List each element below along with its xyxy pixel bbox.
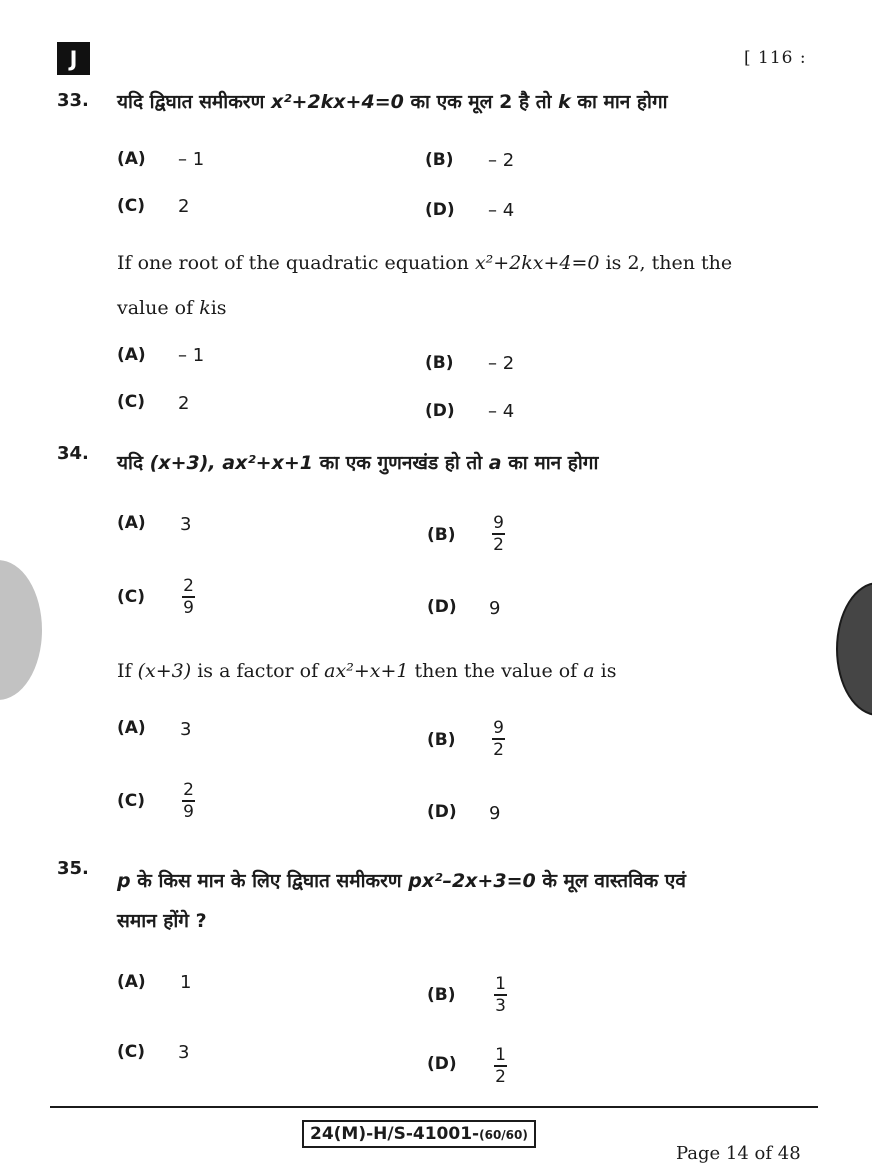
paper-code: 24(M)-H/S-41001- xyxy=(310,1124,480,1144)
fraction-denominator: 9 xyxy=(183,802,194,822)
question-33-hindi xyxy=(117,88,668,114)
q33-en-pre: If one root of the quadratic equation xyxy=(117,252,469,274)
q33-en-option-value: – 1 xyxy=(178,345,205,366)
q35-option-label: (C) xyxy=(117,1042,146,1062)
fraction-denominator: 2 xyxy=(493,740,504,760)
q33-hi-var: k xyxy=(558,91,571,113)
q33-hi-option-label: (B) xyxy=(425,150,454,170)
q34-hi-mid: का एक गुणनखंड हो तो xyxy=(319,452,483,474)
q34-en-option-label: (A) xyxy=(117,718,146,738)
q34-en-option-value: 9 xyxy=(489,803,501,824)
q34-en-end: is xyxy=(600,660,617,682)
q34-hi-option-label: (B) xyxy=(427,525,456,545)
q34-hi-fraction xyxy=(492,514,505,554)
q34-en-post: then the value of xyxy=(414,660,578,682)
q34-hi-option-label: (D) xyxy=(427,597,457,617)
question-35-hindi-line1 xyxy=(117,867,686,893)
q33-en-post: is 2, then the xyxy=(605,252,733,274)
q33-hi-pre: यदि द्विघात समीकरण xyxy=(117,91,265,113)
fraction-denominator: 9 xyxy=(183,598,194,618)
fraction-denominator: 2 xyxy=(495,1067,506,1087)
q34-en-fraction xyxy=(492,719,505,759)
question-34-hindi xyxy=(117,449,598,475)
question-number-33: 33. xyxy=(57,90,89,111)
q34-hi-post: का मान होगा xyxy=(508,452,599,474)
page-mark: [ 116 : xyxy=(744,48,807,68)
question-35-hindi-line2: समान होंगे ? xyxy=(117,910,207,932)
q33-hi-option-value: – 1 xyxy=(178,149,205,170)
q34-en-fraction xyxy=(182,781,195,821)
fraction-numerator: 1 xyxy=(495,974,506,994)
q34-hi-option-value: 3 xyxy=(180,514,192,535)
q35-hi-equation: px²–2x+3=0 xyxy=(408,870,536,892)
q35-option-value: 1 xyxy=(180,972,192,993)
left-edge-shadow xyxy=(0,560,42,700)
q33-en-option-label: (C) xyxy=(117,392,146,412)
q35-option-label: (B) xyxy=(427,985,456,1005)
q34-hi-var: a xyxy=(488,452,502,474)
right-edge-shadow xyxy=(836,582,872,716)
q33-en-option-label: (D) xyxy=(425,401,455,421)
q33-en-var: k xyxy=(199,297,211,319)
q34-en-var: a xyxy=(583,660,595,682)
q33-hi-option-label: (A) xyxy=(117,149,146,169)
q33-hi-mid: का एक मूल 2 है तो xyxy=(410,91,552,113)
q34-en-mid: is a factor of xyxy=(197,660,319,682)
fraction-denominator: 2 xyxy=(493,535,504,555)
q34-hi-option-label: (C) xyxy=(117,587,146,607)
q33-en-option-label: (A) xyxy=(117,345,146,365)
q34-hi-option-label: (A) xyxy=(117,513,146,533)
q35-hi-pre: के किस मान के लिए द्विघात समीकरण xyxy=(137,870,402,892)
fraction-denominator: 3 xyxy=(495,996,506,1016)
paper-code-suffix: (60/60) xyxy=(479,1128,528,1142)
question-number-35: 35. xyxy=(57,858,89,879)
q34-hi-factor: (x+3), xyxy=(149,452,216,474)
set-code-badge: J xyxy=(57,42,90,75)
q34-en-option-label: (B) xyxy=(427,730,456,750)
q35-option-label: (A) xyxy=(117,972,146,992)
q34-hi-poly: ax²+x+1 xyxy=(222,452,313,474)
q33-en-line2-post: is xyxy=(210,297,227,319)
question-33-english-line1 xyxy=(117,252,732,274)
q34-en-option-label: (D) xyxy=(427,802,457,822)
q34-en-pre: If xyxy=(117,660,132,682)
q34-en-factor: (x+3) xyxy=(137,660,192,682)
fraction-numerator: 9 xyxy=(493,718,504,738)
paper-code-box xyxy=(302,1120,536,1148)
question-34-english xyxy=(117,660,616,682)
footer-rule xyxy=(50,1106,818,1108)
q35-fraction xyxy=(494,975,507,1015)
q33-en-option-label: (B) xyxy=(425,353,454,373)
q34-hi-option-value: 9 xyxy=(489,598,501,619)
q33-en-option-value: 2 xyxy=(178,393,190,414)
q33-hi-option-value: – 2 xyxy=(488,150,515,171)
q34-hi-fraction xyxy=(182,577,195,617)
q33-en-line2-pre: value of xyxy=(117,297,194,319)
q33-hi-option-value: – 4 xyxy=(488,200,515,221)
q34-hi-pre: यदि xyxy=(117,452,144,474)
q33-en-equation: x²+2kx+4=0 xyxy=(474,252,600,274)
question-33-english-line2 xyxy=(117,297,227,319)
question-number-34: 34. xyxy=(57,443,89,464)
q33-hi-post: का मान होगा xyxy=(577,91,668,113)
q33-hi-equation: x²+2kx+4=0 xyxy=(270,91,404,113)
q34-en-option-label: (C) xyxy=(117,791,146,811)
q35-fraction xyxy=(494,1046,507,1086)
q35-option-value: 3 xyxy=(178,1042,190,1063)
q35-hi-post: के मूल वास्तविक एवं xyxy=(542,870,686,892)
q33-hi-option-label: (D) xyxy=(425,200,455,220)
q35-option-label: (D) xyxy=(427,1054,457,1074)
q33-en-option-value: – 4 xyxy=(488,401,515,422)
q34-en-poly: ax²+x+1 xyxy=(324,660,409,682)
fraction-numerator: 2 xyxy=(183,780,194,800)
fraction-numerator: 1 xyxy=(495,1045,506,1065)
q34-en-option-value: 3 xyxy=(180,719,192,740)
q33-hi-option-value: 2 xyxy=(178,196,190,217)
q33-en-option-value: – 2 xyxy=(488,353,515,374)
fraction-numerator: 2 xyxy=(183,576,194,596)
q35-hi-var: p xyxy=(117,870,131,892)
fraction-numerator: 9 xyxy=(493,513,504,533)
page-number: Page 14 of 48 xyxy=(676,1143,801,1164)
q33-hi-option-label: (C) xyxy=(117,196,146,216)
